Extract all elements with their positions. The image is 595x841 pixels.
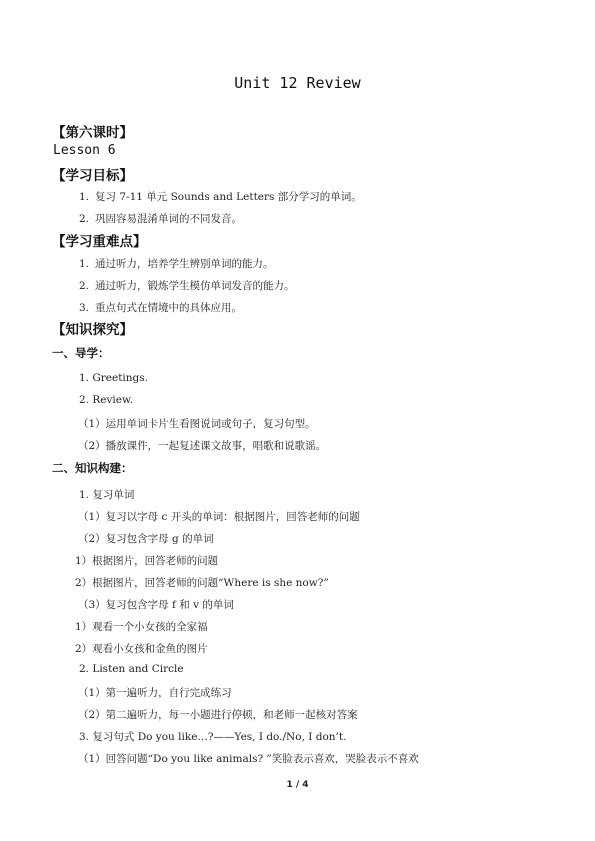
guide-line: （1）运用单词卡片生看图说词或句子，复习句型。 [78, 418, 316, 430]
item-number: 1. [79, 191, 90, 203]
objective-item [79, 189, 362, 204]
guide-heading: 一、导学： [52, 346, 110, 360]
construct-line: （1）回答问题“Do you like animals? ”笑脸表示喜欢，哭脸表示不喜欢 [78, 753, 419, 765]
key-point-item [79, 278, 295, 293]
construct-heading: 二、知识构建： [52, 461, 133, 475]
construct-line: （3）复习包含字母 f 和 v 的单词 [78, 599, 234, 611]
guide-line: 2. Review. [79, 394, 134, 406]
lesson-label: Lesson 6 [53, 143, 116, 158]
construct-line: 2）观看小女孩和金鱼的图片 [75, 643, 208, 655]
item-text: 通过听力，锻炼学生模仿单词发音的能力。 [95, 280, 295, 292]
item-text: 重点句式在情境中的具体应用。 [95, 302, 242, 314]
construct-line: 1）根据图片，回答老师的问题 [75, 555, 219, 567]
item-number: 2. [79, 213, 90, 225]
construct-line: 2）根据图片，回答老师的问题“Where is she now?” [75, 577, 329, 589]
construct-line: 2. Listen and Circle [79, 663, 184, 675]
key-point-item [79, 256, 274, 271]
construct-line: （1）复习以字母 c 开头的单词：根据图片，回答老师的问题 [78, 511, 360, 523]
construct-line: 3. 复习句式 Do you like…?——Yes, I do./No, I don’t. [79, 731, 347, 743]
guide-line: 1. Greetings. [79, 372, 148, 384]
key-point-item [79, 300, 242, 315]
construct-line: （1）第一遍听力，自行完成练习 [78, 687, 232, 699]
item-text: 通过听力，培养学生辨别单词的能力。 [95, 258, 274, 270]
construct-line: 1. 复习单词 [79, 489, 135, 501]
construct-line: 1）观看一个小女孩的全家福 [75, 621, 208, 633]
objective-item [79, 211, 242, 226]
guide-line: （2）播放课件，一起复述课文故事，唱歌和说歌谣。 [78, 440, 327, 452]
item-number: 3. [79, 302, 90, 314]
key-points-heading: 【学习重难点】 [52, 234, 147, 250]
item-number: 1. [79, 258, 90, 270]
document-title: Unit 12 Review [234, 74, 361, 92]
page-number: 1 / 4 [286, 780, 309, 790]
objectives-heading: 【学习目标】 [52, 168, 133, 184]
construct-line: （2）复习包含字母 g 的单词 [78, 533, 214, 545]
construct-line: （2）第二遍听力，每一小题进行停顿，和老师一起核对答案 [78, 709, 358, 721]
item-number: 2. [79, 280, 90, 292]
item-text: 巩固容易混淆单词的不同发音。 [95, 213, 242, 225]
lesson-period-heading: 【第六课时】 [52, 125, 133, 141]
item-text: 复习 7-11 单元 Sounds and Letters 部分学习的单词。 [95, 191, 362, 203]
explore-heading: 【知识探究】 [52, 322, 133, 338]
